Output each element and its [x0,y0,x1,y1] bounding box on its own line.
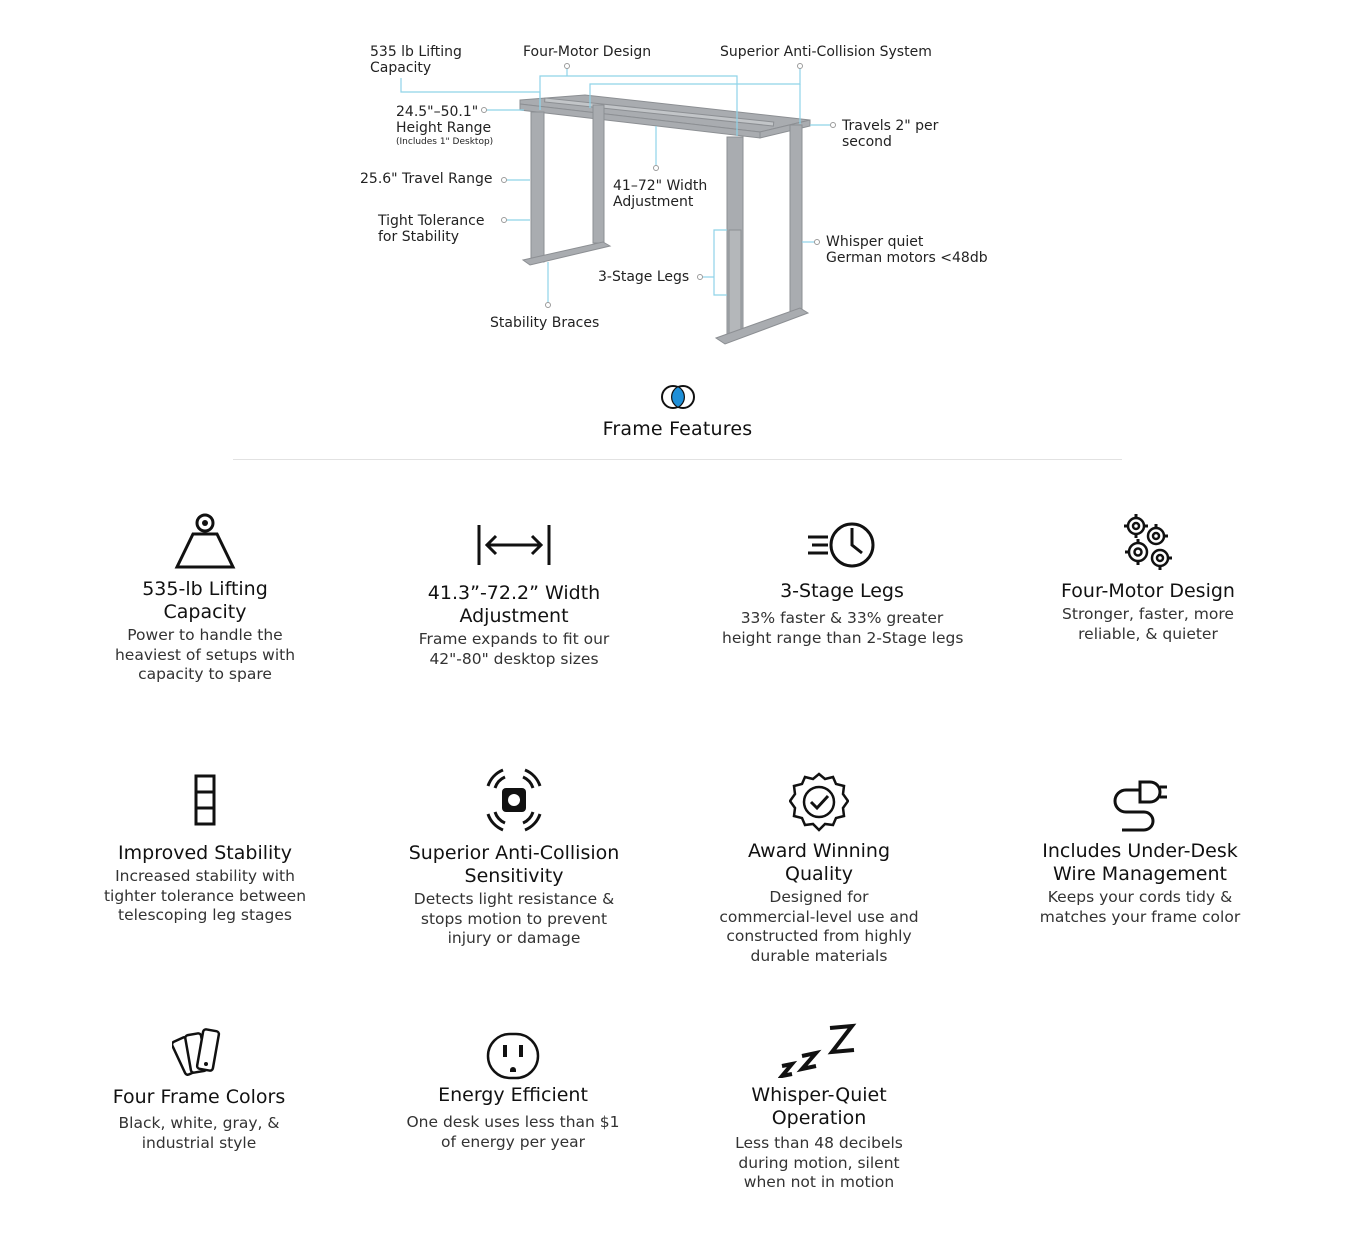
feature-desc: Stronger, faster, more reliable, & quieter [1062,605,1234,643]
callout-height-range [396,104,493,149]
feature-energy-efficient [393,1032,633,1152]
feature-desc: 33% faster & 33% greater height range than 2-Stage legs [722,609,964,647]
feature-title: Superior Anti-Collision Sensitivity [408,842,620,887]
feature-title: Four Frame Colors [112,1086,286,1108]
callout-travel-range: 25.6" Travel Range [360,171,493,187]
feature-anti-collision [394,768,634,949]
feature-title: Whisper-Quiet Operation [751,1084,887,1129]
callout-tight-tolerance: Tight Tolerance for Stability [378,213,485,245]
feature-three-stage [722,520,962,648]
feature-desc: Designed for commercial-level use and constructed from highly durable materials [719,888,919,965]
section-header [0,382,1355,440]
callout-four-motor: Four-Motor Design [523,44,652,60]
feature-title: 3-Stage Legs [780,580,904,602]
speed-timer-icon [806,520,878,570]
callout-travel-speed: Travels 2" per second [842,118,939,150]
feature-width-adjustment [394,522,634,669]
frame-diagram [0,0,1355,370]
feature-desc: Detects light resistance & stops motion to prevent injury or damage [413,890,615,947]
callout-width-adjustment: 41–72" Width Adjustment [613,178,708,210]
feature-title: Four-Motor Design [1061,580,1235,602]
callout-whisper-motors: Whisper quiet German motors <48db [826,234,988,266]
weight-icon [173,512,237,570]
feature-title: Energy Efficient [438,1084,588,1106]
overlapping-circles-icon [658,382,698,412]
power-outlet-icon [486,1032,540,1080]
callout-height-note: (Includes 1" Desktop) [396,137,494,147]
sleep-zzz-icon [778,1022,860,1078]
feature-title: Award Winning Quality [747,840,891,885]
feature-desc: Less than 48 decibels during motion, silent when not in motion [735,1134,903,1191]
feature-title: Improved Stability [118,842,292,864]
feature-wire-management [1020,776,1260,927]
feature-award-quality [699,772,939,966]
feature-desc: Black, white, gray, & industrial style [118,1114,280,1152]
callout-height-range-text: 24.5"–50.1" Height Range [396,104,492,136]
feature-title: 535-lb Lifting Capacity [142,578,268,623]
feature-four-motor [1028,512,1268,644]
feature-desc: Power to handle the heaviest of setups with capacity to spare [114,626,296,683]
power-plug-icon [1110,776,1170,834]
award-badge-icon [789,772,849,832]
callout-anti-collision: Superior Anti-Collision System [720,44,932,60]
feature-frame-colors [79,1026,319,1153]
color-swatches-icon [172,1026,226,1080]
callout-three-stage: 3-Stage Legs [598,269,690,285]
feature-desc: Keeps your cords tidy & matches your frame color [1039,888,1241,926]
feature-desc: One desk uses less than $1 of energy per year [406,1113,620,1151]
section-title: Frame Features [602,418,753,440]
callout-lifting-capacity: 535 lb Lifting Capacity [370,44,462,76]
gears-icon [1120,512,1176,572]
feature-whisper-quiet [699,1022,939,1193]
width-arrows-icon [474,522,554,568]
callout-stability-braces: Stability Braces [490,315,600,331]
sensor-waves-icon [481,768,547,832]
feature-title: 41.3”-72.2” Width Adjustment [427,582,601,627]
feature-desc: Increased stability with tighter tolerance between telescoping leg stages [103,867,307,924]
stacked-stages-icon [193,774,217,828]
feature-title: Includes Under-Desk Wire Management [1042,840,1238,885]
feature-improved-stability [85,774,325,926]
section-divider [233,459,1122,460]
feature-desc: Frame expands to fit our 42"-80" desktop sizes [418,630,610,668]
feature-lifting-capacity [85,512,325,685]
